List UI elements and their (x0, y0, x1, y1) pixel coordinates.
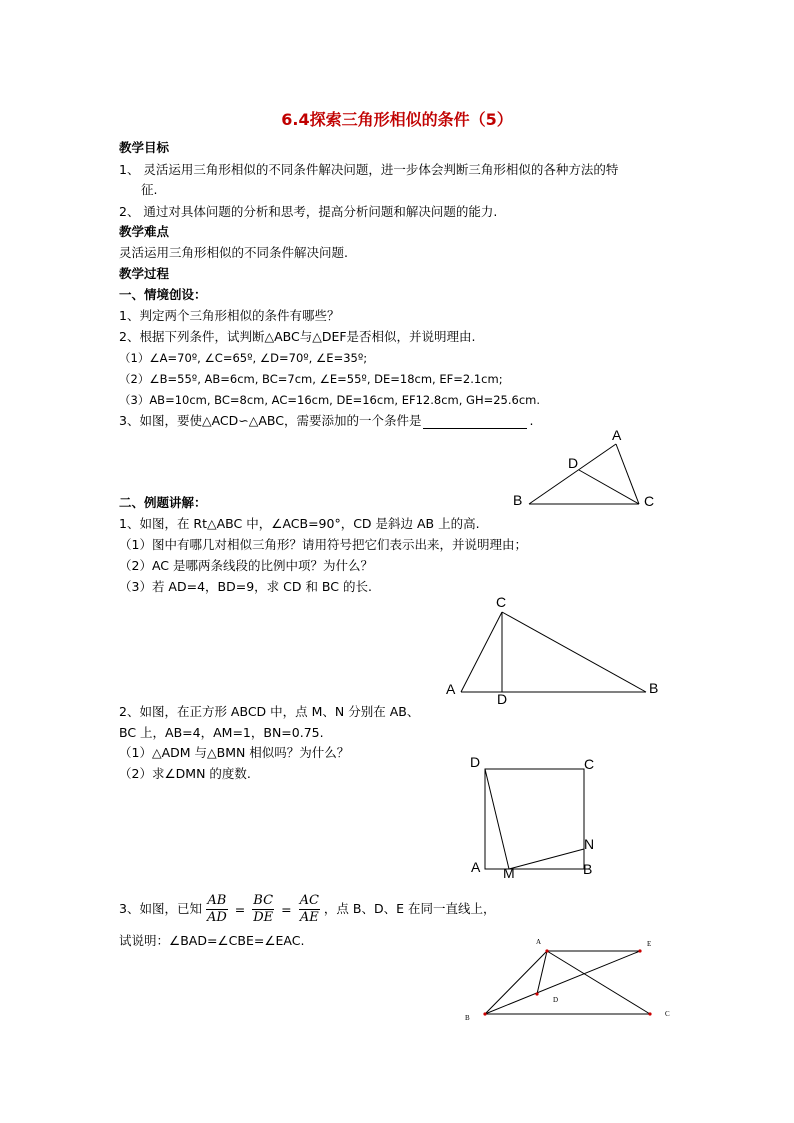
point-a (545, 949, 548, 952)
example-1-q2: （2）AC 是哪两条线段的比例中项？为什么？ (119, 558, 373, 573)
label-a: A (536, 938, 542, 946)
goals-heading: 教学目标 (119, 140, 170, 155)
label-m: M (503, 865, 515, 881)
square-abcd (485, 769, 584, 869)
label-b: B (649, 680, 659, 696)
label-c: C (665, 1010, 670, 1018)
label-b: B (583, 861, 593, 877)
label-d: D (568, 455, 579, 471)
figure-square (485, 769, 584, 869)
page-title: 6.4探索三角形相似的条件（5） (281, 110, 513, 129)
fraction-ab-ad: $\frac{AB}{AD}$ (206, 893, 227, 925)
figure-similar-triangles (485, 951, 650, 1014)
point-e (638, 949, 641, 952)
example-1-q3: （3）若 AD=4，BD=9，求 CD 和 BC 的长. (119, 579, 372, 594)
figure-right-triangle (461, 612, 646, 692)
point-c (648, 1012, 651, 1015)
label-e: E (647, 940, 652, 948)
example-2-q1: （1）△ADM 与△BMN 相似吗？为什么？ (119, 745, 350, 760)
example-1-q1: （1）图中有哪几对相似三角形？请用符号把它们表示出来，并说明理由； (119, 537, 527, 552)
label-d: D (497, 691, 508, 707)
question-2-case-2: （2）∠B=55º, AB=6cm, BC=7cm, ∠E=55º, DE=18cm, EF=2.1cm; (119, 372, 503, 386)
example-3: 3、如图，已知 $\frac{AB}{AD}$ = $\frac{BC}{DE}$ = $\frac{AC}{AE}$ ，点 B、D、E 在同一直线上， (119, 893, 496, 925)
point-b (483, 1012, 486, 1015)
segment-ad (537, 951, 547, 994)
goal-item-2: 2、 通过对具体问题的分析和思考，提高分析问题和解决问题的能力. (119, 204, 498, 219)
segment-ba (485, 951, 547, 1014)
example-3-prefix: 3、如图，已知 (119, 901, 202, 916)
segment-mn (509, 849, 584, 869)
fraction-bc-de: $\frac{BC}{DE}$ (253, 893, 274, 925)
example-1: 1、如图，在 Rt△ABC 中，∠ACB=90°，CD 是斜边 AB 上的高. (119, 516, 480, 531)
example-2: 2、如图，在正方形 ABCD 中，点 M、N 分别在 AB、 (119, 704, 420, 719)
label-c: C (496, 594, 507, 610)
question-1: 1、判定两个三角形相似的条件有哪些？ (119, 308, 340, 323)
example-2-cont: BC 上，AB=4，AM=1，BN=0.75. (119, 725, 324, 740)
label-d: D (470, 754, 481, 770)
label-c: C (644, 493, 655, 509)
fraction-ac-ae: $\frac{AC}{AE}$ (299, 893, 319, 925)
label-n: N (584, 836, 595, 852)
question-2: 2、根据下列条件，试判断△ABC与△DEF是否相似，并说明理由. (119, 329, 476, 344)
question-2-case-3: （3）AB=10cm, BC=8cm, AC=16cm, DE=16cm, EF12.8cm, GH=25.6cm. (119, 393, 541, 407)
figure-triangle-acd (529, 444, 639, 504)
difficulty-text: 灵活运用三角形相似的不同条件解决问题. (119, 245, 348, 260)
label-b: B (513, 492, 523, 508)
segment-ba (529, 444, 616, 504)
segment-ac (461, 612, 502, 692)
segment-dm (485, 769, 509, 869)
segment-cb (502, 612, 646, 692)
segment-dc (579, 470, 639, 504)
difficulty-heading: 教学难点 (119, 224, 170, 239)
segment-ac (616, 444, 639, 504)
process-heading: 教学过程 (119, 266, 170, 281)
question-3-end: . (529, 413, 534, 428)
part2-heading: 二、例题讲解： (119, 495, 207, 510)
part1-heading: 一、情境创设： (119, 287, 207, 302)
question-2-case-1: （1）∠A=70º, ∠C=65º, ∠D=70º, ∠E=35º; (119, 351, 368, 365)
label-c: C (584, 756, 595, 772)
example-3-suffix: ，点 B、D、E 在同一直线上， (323, 901, 496, 916)
label-a: A (612, 427, 622, 443)
question-3-text: 3、如图，要使△ACD∽△ABC，需要添加的一个条件是 (119, 413, 422, 428)
label-a: A (471, 859, 481, 875)
label-b: B (465, 1014, 470, 1022)
point-d (535, 992, 538, 995)
label-d: D (553, 996, 559, 1004)
example-3-cont: 试说明：∠BAD=∠CBE=∠EAC. (119, 933, 305, 948)
label-a: A (446, 681, 456, 697)
example-2-q2: （2）求∠DMN 的度数. (119, 766, 251, 781)
goal-item-1: 1、 灵活运用三角形相似的不同条件解决问题，进一步体会判断三角形相似的各种方法的特 (119, 162, 619, 177)
goal-item-1-cont: 征. (141, 182, 158, 197)
